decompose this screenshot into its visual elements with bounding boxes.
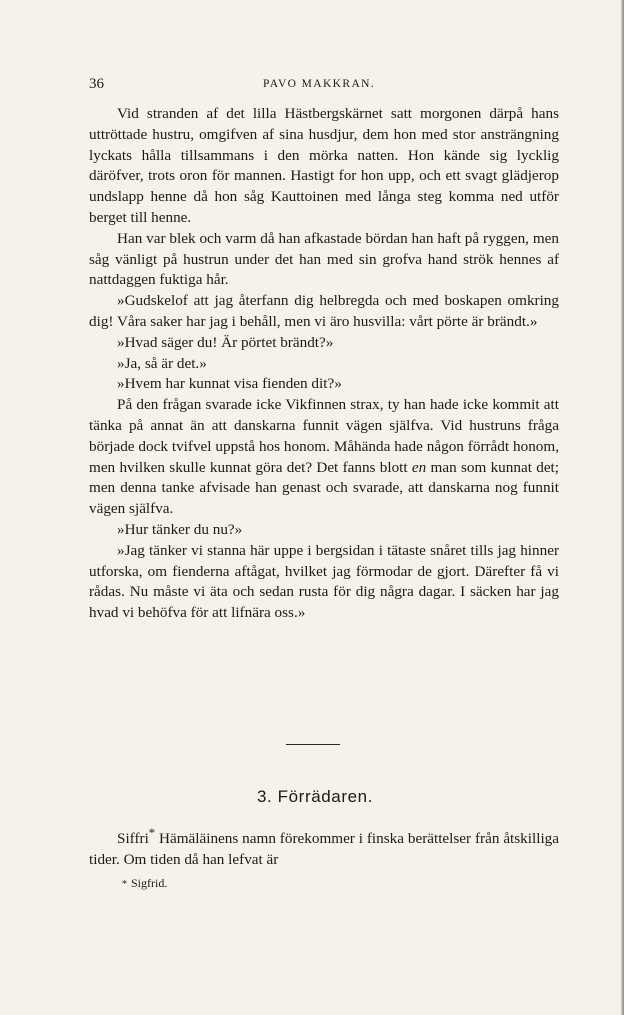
- paragraph: »Hvem har kunnat visa fienden dit?»: [117, 375, 342, 393]
- paragraph-text: man som kunnat det; men denna tanke afvisade han genast och svarade, att danskarna nog funnit vägen själfva.: [89, 458, 559, 518]
- paragraph-text: På den frågan svarade icke Vikfinnen strax, ty han hade icke kommit att tänka på annat än att danskarna funnit vägen själfva. Vid hustruns fråga började dock tvifvel uppstå hos honom. Måhända hade någon förrådt honom, men hvilken skulle kunnat göra det? Det fanns blott: [89, 396, 559, 476]
- running-head: PAVO MAKKRAN.: [263, 78, 376, 90]
- paragraph: »Gudskelof att jag återfann dig helbregda och med boskapen omkring dig! Våra saker har jag i behåll, men vi äro husvilla: vårt pörte är brändt.»: [89, 292, 559, 330]
- paragraph: [89, 395, 559, 520]
- paragraph-text: Hämäläinens namn förekommer i finska berättelser från åtskilliga tider. Om tiden då han lefvat är: [89, 830, 559, 869]
- paragraph: »Hvad säger du! Är pörtet brändt?»: [117, 333, 334, 351]
- section-divider: [286, 744, 340, 745]
- paragraph: »Hur tänker du nu?»: [117, 520, 243, 538]
- paragraph-text: Siffri: [117, 830, 149, 848]
- page-header: [89, 76, 559, 96]
- paragraph: Han var blek och varm då han afkastade bördan han haft på ryggen, men såg vänligt på hustrun under det han med sin grofva hand strök hennes af nattdaggen fuktiga hår.: [89, 229, 559, 289]
- italic-word: en: [411, 458, 427, 476]
- footnote-text: Sigfrid.: [131, 876, 168, 890]
- section-body: [89, 823, 559, 870]
- paragraph: [89, 823, 559, 870]
- footnote-mark: *: [122, 879, 127, 890]
- page-number: 36: [89, 76, 104, 92]
- section-title: 3. Förrädaren.: [256, 787, 374, 806]
- paragraph: »Ja, så är det.»: [117, 354, 207, 372]
- footnote-reference: *: [148, 826, 156, 840]
- chapter-body: [89, 104, 559, 624]
- paragraph: »Jag tänker vi stanna här uppe i bergsidan i tätaste snåret tills jag hinner utforska, om fienderna aftågat, hvilket jag förmodar de gjort. Därefter få vi rådas. Nu måste vi äta och sedan rusta för dig några dagar. I säcken har jag hvad vi behöfva för att lifnära oss.»: [89, 541, 559, 622]
- footnote: [122, 876, 167, 891]
- paragraph: Vid stranden af det lilla Hästbergskärnet satt morgonen därpå hans uttröttade hustru, omgifven af sina husdjur, dem hon med stor ansträngning lyckats hålla tillsammans i den mörka natten. Hon kände sig lycklig däröfver, trots oron för mannen. Hastigt for hon upp, och ett svagt glädjerop undslapp henne då hon såg Kauttoinen med långa steg komma ned utför berget till henne.: [89, 105, 559, 226]
